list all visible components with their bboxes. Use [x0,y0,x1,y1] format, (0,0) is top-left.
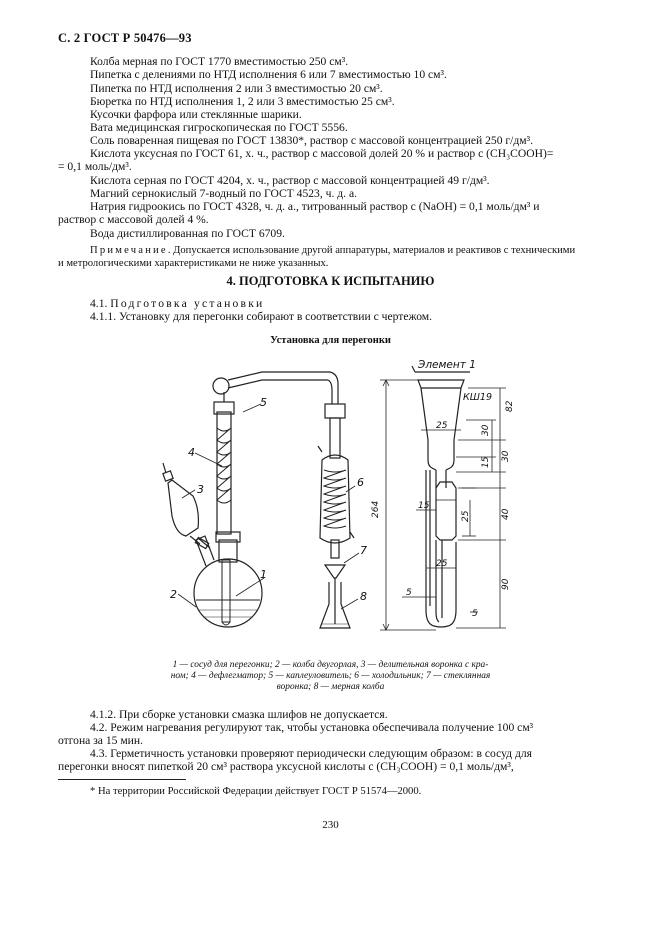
material-line: Бюретка по НТД исполнения 1, 2 или 3 вместимостью 25 см³. [90,95,395,108]
dim-label: 30 [501,450,511,462]
dim-label: 25 [461,510,471,522]
figure-title: Установка для перегонки [270,335,391,346]
dim-label: 5 [406,588,412,598]
part-label: 5 [260,396,267,409]
dim-label: 40 [501,508,511,520]
material-line: Натрия гидроокись по ГОСТ 4328, ч. д. а., титрованный раствор c (NaOH) = 0,1 моль/дм³ и [90,200,540,213]
part-label: 2 [170,588,177,601]
dim-label: 15 [481,456,491,468]
paragraph-line: перегонки вносят пипеткой 20 см³ раствора уксусной кислоты c (CH₃COOH) = 0,1 моль/дм³, [58,760,514,773]
part-label: 6 [357,476,364,489]
subsection-title: Подготовка установки [110,297,265,310]
material-line: Вата медицинская гигроскопическая по ГОСТ 5556. [90,121,348,134]
subsection-number: 4.1. [90,297,108,310]
figure-caption-line: ном; 4 — дефлегматор; 5 — каплеуловитель; 6 — холодильник; 7 — стеклянная [170,671,491,681]
section-title: 4. ПОДГОТОВКА К ИСПЫТАНИЮ [226,274,435,288]
dephlegmator [214,392,234,534]
paragraph-line: 4.1.1. Установку для перегонки собирают в соответствии с чертежом. [90,310,433,323]
footnote: * На территории Российской Федерации действует ГОСТ Р 51574—2000. [90,786,422,797]
dim-label: 264 [371,500,381,518]
element-1-detail [412,366,470,627]
dim-label: 25 [436,559,448,569]
material-line: Соль поваренная пищевая по ГОСТ 13830*, раствор с массовой концентрацией 250 г/дм³. [90,134,534,147]
dimension-lines [380,380,506,630]
part-label: 1 [260,568,267,581]
paragraph-line: 4.1.2. При сборке установки смазка шлифов не допускается. [90,708,388,721]
two-neck-flask [194,532,262,627]
splash-head [213,372,338,404]
material-line: Пипетка с делениями по НТД исполнения 6 или 7 вместимостью 10 см³. [90,68,447,81]
dim-label: 90 [501,578,511,590]
part-label: 8 [360,590,367,603]
note-body: . Допускается использование другой аппаратуры, материалов и реактивов с техническими [167,245,576,256]
separating-funnel [163,463,210,549]
condenser [318,404,354,558]
note-label: Примечание [90,245,168,256]
dim-label: 15 [418,501,430,511]
part-label: 3 [197,483,204,496]
figure-caption-line: воронка; 8 — мерная колба [276,682,385,692]
paragraph-line: отгона за 15 мин. [58,734,143,747]
part-label: 7 [360,544,367,557]
page-header: С. 2 ГОСТ Р 50476—93 [58,31,192,45]
dim-label: 5 [472,609,478,619]
dim-label: 30 [481,424,491,436]
material-line: Пипетка по НТД исполнения 2 или 3 вместимостью 20 см³. [90,82,383,95]
material-line: раствор с массовой долей 4 %. [58,213,209,226]
element-label: Элемент 1 [418,359,476,371]
material-line: Магний сернокислый 7-водный по ГОСТ 4523, ч. д. а. [90,187,358,200]
part-label: 4 [188,446,195,459]
footnote-rule [58,779,186,780]
material-line: Кислота серная по ГОСТ 4204, х. ч., раствор с массовой концентрацией 49 г/дм³. [90,174,490,187]
note-text: и метрологическими характеристиками не ниже указанных. [58,258,329,269]
material-line: = 0,1 моль/дм³. [58,160,132,173]
dim-label: 25 [436,421,448,431]
paragraph-line: 4.3. Герметичность установки проверяют периодически следующим образом: в сосуд для [90,747,532,760]
material-line: Кислота уксусная по ГОСТ 61, х. ч., раствор с массовой долей 20 % и раствор c (CH₃COOH)= [90,147,554,160]
figure-caption-line: 1 — сосуд для перегонки; 2 — колба двугорлая, 3 — делительная воронка с кра- [172,660,489,670]
dim-label: 82 [505,400,515,412]
distillation-vessel [222,560,230,625]
glass-funnel [325,565,345,624]
page-number: 230 [322,819,339,831]
material-line: Вода дистиллированная по ГОСТ 6709. [90,227,285,240]
paragraph-line: 4.2. Режим нагревания регулируют так, чтобы установка обеспечивала получение 100 см³ [90,721,534,734]
material-line: Кусочки фарфора или стеклянные шарики. [90,108,302,121]
joint-label: КШ19 [463,392,492,403]
material-line: Колба мерная по ГОСТ 1770 вместимостью 250 см³. [90,55,349,68]
